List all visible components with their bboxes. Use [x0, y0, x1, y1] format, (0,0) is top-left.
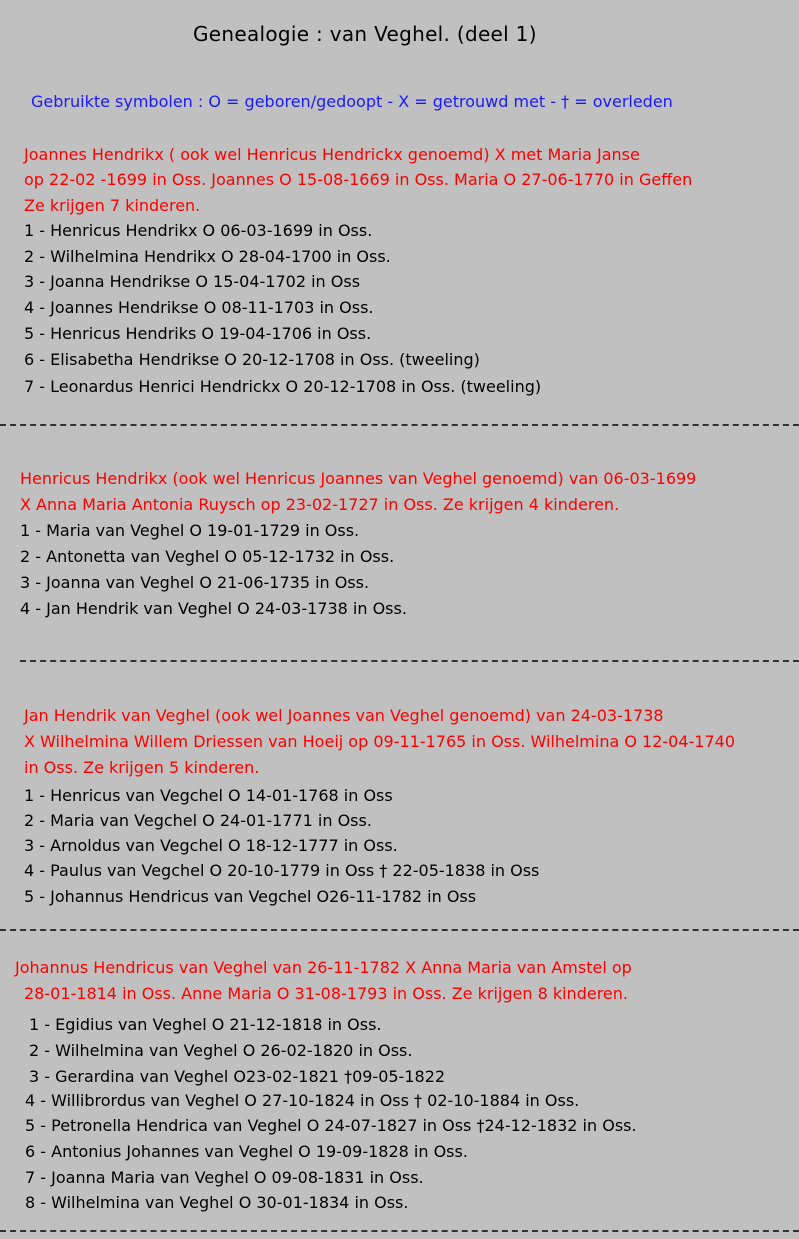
child-entry: 3 - Joanna Hendrikse O 15-04-1702 in Oss — [24, 272, 361, 291]
child-entry: 1 - Egidius van Veghel O 21-12-1818 in Oss. — [29, 1015, 382, 1034]
family-intro-line: Henricus Hendrikx (ook wel Henricus Joannes van Veghel genoemd) van 06-03-1699 — [20, 469, 697, 488]
symbols-legend: Gebruikte symbolen : O = geboren/gedoopt - X = getrouwd met - † = overleden — [31, 92, 673, 111]
child-entry: 7 - Leonardus Henrici Hendrickx O 20-12-1708 in Oss. (tweeling) — [24, 377, 542, 396]
family-intro-line: op 22-02 -1699 in Oss. Joannes O 15-08-1669 in Oss. Maria O 27-06-1770 in Geffen — [24, 170, 693, 189]
child-entry: 4 - Joannes Hendrikse O 08-11-1703 in Oss. — [24, 298, 374, 317]
child-entry: 4 - Willibrordus van Veghel O 27-10-1824 in Oss † 02-10-1884 in Oss. — [25, 1091, 580, 1110]
child-entry: 2 - Antonetta van Veghel O 05-12-1732 in Oss. — [20, 547, 395, 566]
child-entry: 3 - Gerardina van Veghel O23-02-1821 †09-05-1822 — [29, 1067, 446, 1086]
child-entry: 6 - Antonius Johannes van Veghel O 19-09-1828 in Oss. — [25, 1142, 468, 1161]
child-entry: 7 - Joanna Maria van Veghel O 09-08-1831 in Oss. — [25, 1168, 424, 1187]
section-divider — [20, 660, 799, 662]
family-intro-line: X Wilhelmina Willem Driessen van Hoeij op 09-11-1765 in Oss. Wilhelmina O 12-04-1740 — [24, 732, 736, 751]
child-entry: 1 - Maria van Veghel O 19-01-1729 in Oss. — [20, 521, 360, 540]
child-entry: 1 - Henricus van Vegchel O 14-01-1768 in Oss — [24, 786, 393, 805]
child-entry: 5 - Henricus Hendriks O 19-04-1706 in Oss. — [24, 324, 372, 343]
child-entry: 6 - Elisabetha Hendrikse O 20-12-1708 in Oss. (tweeling) — [24, 350, 480, 369]
child-entry: 2 - Maria van Vegchel O 24-01-1771 in Oss. — [24, 811, 372, 830]
section-divider — [0, 424, 799, 426]
family-intro-line: Jan Hendrik van Veghel (ook wel Joannes van Veghel genoemd) van 24-03-1738 — [24, 706, 664, 725]
child-entry: 4 - Paulus van Vegchel O 20-10-1779 in Oss † 22-05-1838 in Oss — [24, 861, 540, 880]
child-entry: 3 - Arnoldus van Vegchel O 18-12-1777 in Oss. — [24, 836, 398, 855]
page-title: Genealogie : van Veghel. (deel 1) — [193, 22, 537, 46]
child-entry: 2 - Wilhelmina van Veghel O 26-02-1820 in Oss. — [29, 1041, 413, 1060]
section-divider — [0, 1230, 799, 1232]
family-intro-line: Ze krijgen 7 kinderen. — [24, 196, 201, 215]
family-intro-line: Joannes Hendrikx ( ook wel Henricus Hendrickx genoemd) X met Maria Janse — [24, 145, 640, 164]
child-entry: 3 - Joanna van Veghel O 21-06-1735 in Oss. — [20, 573, 370, 592]
child-entry: 2 - Wilhelmina Hendrikx O 28-04-1700 in Oss. — [24, 247, 391, 266]
family-intro-line: X Anna Maria Antonia Ruysch op 23-02-1727 in Oss. Ze krijgen 4 kinderen. — [20, 495, 620, 514]
family-intro-line: 28-01-1814 in Oss. Anne Maria O 31-08-1793 in Oss. Ze krijgen 8 kinderen. — [24, 984, 628, 1003]
child-entry: 4 - Jan Hendrik van Veghel O 24-03-1738 in Oss. — [20, 599, 407, 618]
section-divider — [0, 929, 799, 931]
child-entry: 5 - Petronella Hendrica van Veghel O 24-07-1827 in Oss †24-12-1832 in Oss. — [25, 1116, 637, 1135]
child-entry: 5 - Johannus Hendricus van Vegchel O26-11-1782 in Oss — [24, 887, 477, 906]
family-intro-line: in Oss. Ze krijgen 5 kinderen. — [24, 758, 260, 777]
family-intro-line: Johannus Hendricus van Veghel van 26-11-1782 X Anna Maria van Amstel op — [15, 958, 632, 977]
child-entry: 1 - Henricus Hendrikx O 06-03-1699 in Oss. — [24, 221, 373, 240]
child-entry: 8 - Wilhelmina van Veghel O 30-01-1834 in Oss. — [25, 1193, 409, 1212]
